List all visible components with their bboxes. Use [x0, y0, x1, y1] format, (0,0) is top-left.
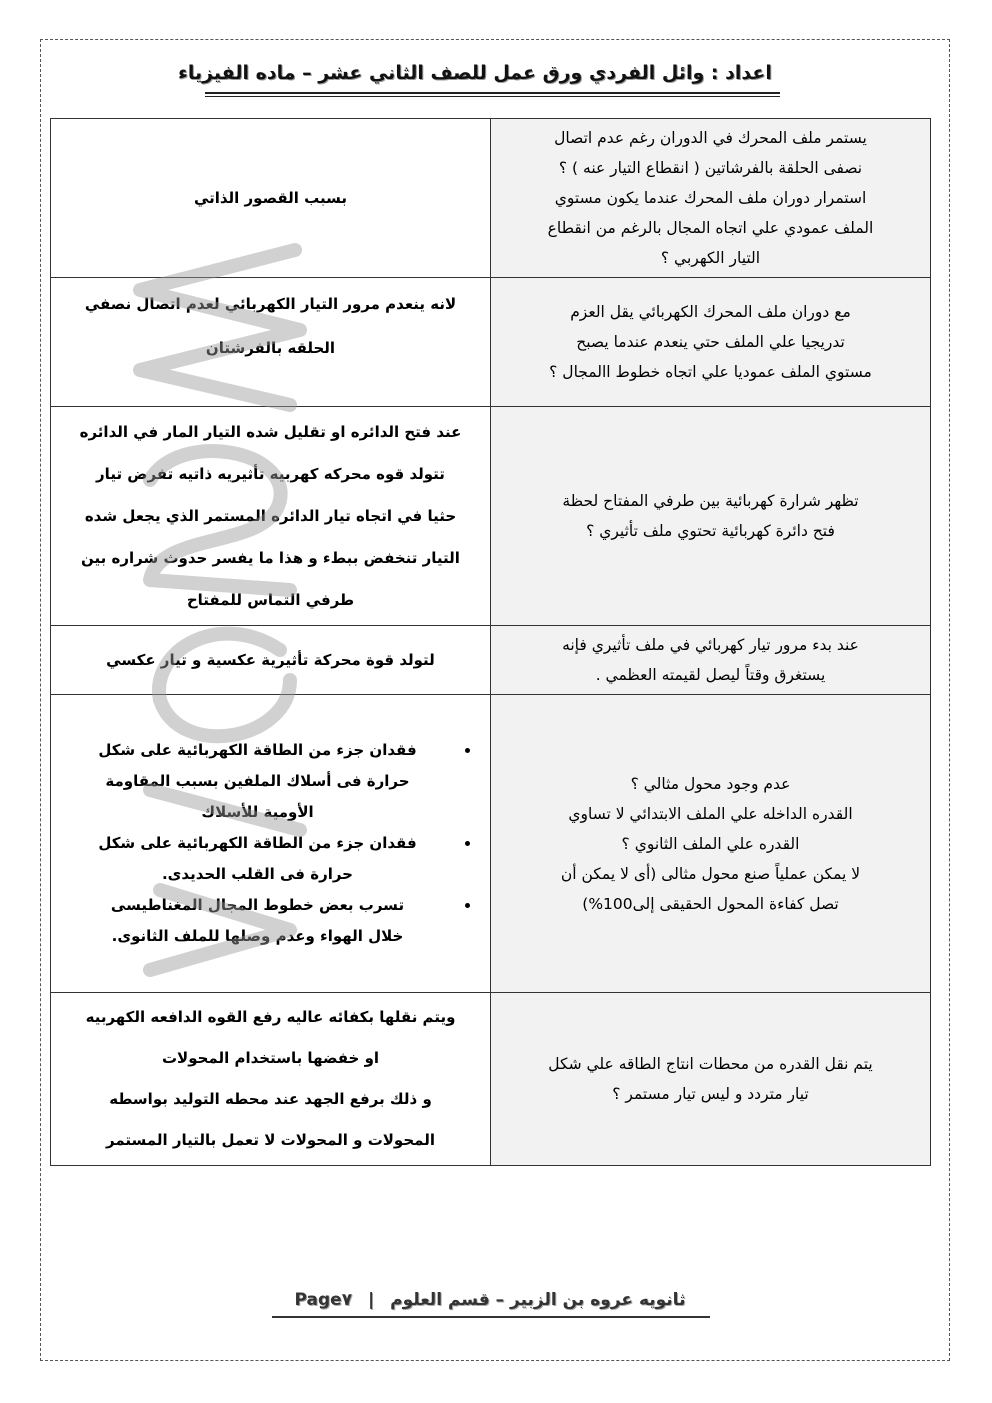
answer-line: بسبب القصور الذاتي [193, 189, 348, 207]
answer-line: او خفضها باستخدام المحولات [161, 1049, 380, 1067]
question-cell [491, 278, 931, 407]
question-cell [491, 695, 931, 993]
table-row [51, 993, 931, 1166]
question-line: مع دوران ملف المحرك الكهربائي يقل العزم [570, 303, 851, 321]
page-number: Page٧ [294, 1290, 353, 1310]
question-line: القدره علي الملف الثانوي ؟ [621, 834, 800, 853]
answer-cell [51, 695, 491, 993]
question-line: تدريجيا علي الملف حتي ينعدم عندما يصبح [576, 333, 845, 351]
question-cell [491, 407, 931, 626]
question-line: عند بدء مرور تيار كهربائي في ملف تأثيري فإنه [562, 636, 859, 654]
footer-underline [272, 1316, 710, 1318]
answer-line: • فقدان جزء من الطاقة الكهربائية على شكل [98, 834, 417, 852]
question-line: عدم وجود محول مثالي ؟ [630, 774, 791, 793]
question-line: نصفى الحلقة بالفرشاتين ( انقطاع التيار عنه ) ؟ [558, 159, 863, 177]
answer-line: حرارة فى أسلاك الملفين بسبب المقاومة [105, 772, 410, 790]
answer-line: ويتم نقلها بكفائه عاليه رفع القوه الدافعه الكهربيه [85, 1008, 456, 1026]
answer-line: لانه ينعدم مرور التيار الكهربائي لعدم اتصال نصفي [84, 295, 457, 313]
question-line: يستغرق وقتاً ليصل لقيمته العظمي . [595, 666, 826, 684]
question-cell [491, 993, 931, 1166]
question-line: مستوي الملف عموديا علي اتجاه خطوط االمجال ؟ [549, 363, 872, 381]
footer-separator: | [368, 1290, 375, 1310]
answer-line: طرفي التماس للمفتاح [186, 591, 355, 609]
question-line: تيار متردد و ليس تيار مستمر ؟ [612, 1085, 809, 1103]
table-row [51, 119, 931, 278]
page-header: اعداد : وائل الفردي ورق عمل للصف الثاني عشر – ماده الفيزياء [178, 62, 772, 84]
list-item [61, 890, 454, 952]
table-row [51, 695, 931, 993]
list-item [61, 828, 454, 890]
answer-cell [51, 626, 491, 695]
answer-line: عند فتح الدائره او تقليل شده التيار المار في الدائره [79, 423, 462, 441]
question-line: يستمر ملف المحرك في الدوران رغم عدم اتصال [554, 129, 867, 147]
table-row [51, 407, 931, 626]
answer-line: الأومية للأسلاك [201, 803, 314, 821]
question-line: التيار الكهربي ؟ [660, 249, 761, 267]
answer-bullet-list [61, 735, 480, 952]
question-line: تظهر شرارة كهربائية بين طرفي المفتاح لحظة [562, 492, 859, 510]
qa-table [50, 118, 931, 1166]
answer-line: حرارة فى القلب الحديدى. [161, 865, 353, 883]
answer-line: حثيا في اتجاه تيار الدائره المستمر الذي يجعل شده [84, 507, 457, 525]
answer-line: المحولات و المحولات لا تعمل بالتيار المستمر [106, 1131, 435, 1149]
question-line: القدره الداخله علي الملف الابتدائي لا تساوي [568, 804, 853, 823]
answer-line: التيار تنخفض ببطء و هذا ما يفسر حدوث شراره بين [81, 549, 460, 567]
header-underline [205, 92, 780, 94]
answer-line: خلال الهواء وعدم وصلها للملف الثانوى. [111, 927, 404, 945]
footer-school: ثانويه عروه بن الزبير – قسم العلوم [390, 1290, 686, 1310]
question-line: يتم نقل القدره من محطات انتاج الطاقه علي شكل [548, 1055, 873, 1073]
answer-line: الحلقه بالفرشتان [205, 339, 336, 357]
question-cell [491, 626, 931, 695]
question-line: فتح دائرة كهربائية تحتوي ملف تأثيري ؟ [586, 522, 835, 540]
question-line: تصل كفاءة المحول الحقيقى إلى100%) [582, 894, 839, 913]
answer-cell [51, 278, 491, 407]
answer-line: تتولد قوه محركه كهربيه تأثيريه ذاتيه تفرض تيار [96, 465, 445, 483]
answer-line: • فقدان جزء من الطاقة الكهربائية على شكل [98, 741, 417, 759]
answer-cell [51, 407, 491, 626]
answer-cell [51, 119, 491, 278]
header-underline-thin [205, 96, 780, 97]
answer-line: لتولد قوة محركة تأثيرية عكسية و تيار عكسي [106, 651, 435, 669]
question-line: لا يمكن عملياً صنع محول مثالى (أى لا يمكن أن [560, 864, 861, 883]
answer-line: • تسرب بعض خطوط المجال المغناطيسى [110, 896, 405, 914]
answer-line: و ذلك برفع الجهد عند محطه التوليد بواسطه [109, 1090, 432, 1108]
question-line: الملف عمودي علي اتجاه المجال بالرغم من انقطاع [547, 219, 874, 237]
question-cell [491, 119, 931, 278]
list-item [61, 735, 454, 828]
answer-cell [51, 993, 491, 1166]
table-row [51, 626, 931, 695]
table-row [51, 278, 931, 407]
question-line: استمرار دوران ملف المحرك عندما يكون مستوي [554, 189, 867, 207]
